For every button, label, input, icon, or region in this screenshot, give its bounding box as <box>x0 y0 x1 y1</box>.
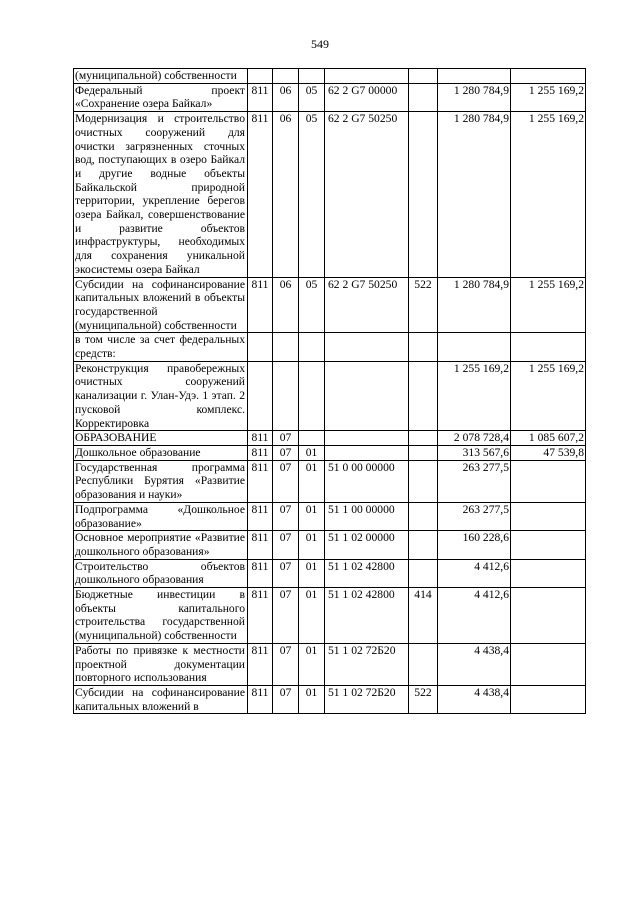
expense-type-code <box>409 112 438 277</box>
subsection-code: 01 <box>299 685 325 713</box>
table-row <box>74 69 586 84</box>
ministry-code: 811 <box>248 112 273 277</box>
amount-year-1: 1 280 784,9 <box>438 83 511 111</box>
target-article-code: 51 1 02 00000 <box>325 531 409 559</box>
amount-year-1: 1 280 784,9 <box>438 277 511 333</box>
amount-year-2 <box>511 69 586 84</box>
amount-year-1: 4 412,6 <box>438 559 511 587</box>
item-name: Строительство объектов дошкольного образования <box>74 559 248 587</box>
subsection-code: 01 <box>299 643 325 685</box>
subsection-code <box>299 431 325 446</box>
expense-type-code <box>409 559 438 587</box>
amount-year-1 <box>438 333 511 361</box>
section-code <box>273 69 299 84</box>
table-row <box>74 277 586 333</box>
amount-year-1: 2 078 728,4 <box>438 431 511 446</box>
section-code: 07 <box>273 460 299 502</box>
ministry-code: 811 <box>248 431 273 446</box>
item-name: Реконструкция правобережных очистных сооружений канализации г. Улан-Удэ. 1 этап. 2 пусковой комплекс. Корректировка <box>74 361 248 431</box>
target-article-code: 62 2 G7 50250 <box>325 112 409 277</box>
item-name: Модернизация и строительство очистных сооружений для очистки загрязненных сточных вод, поступающих в озеро Байкал и другие водные объекты Байкальской природной территории, укрепление берегов озера Байкал, совершенствование и развитие объектов инфраструктуры, необходимых для сохранения уникальной экосистемы озера Байкал <box>74 112 248 277</box>
section-code: 06 <box>273 83 299 111</box>
amount-year-2 <box>511 685 586 713</box>
item-name: Бюджетные инвестиции в объекты капитального строительства государственной (муниципальной) собственности <box>74 588 248 644</box>
table-row <box>74 431 586 446</box>
table-row <box>74 333 586 361</box>
ministry-code: 811 <box>248 277 273 333</box>
amount-year-1: 263 277,5 <box>438 460 511 502</box>
section-code: 06 <box>273 277 299 333</box>
amount-year-1: 1 280 784,9 <box>438 112 511 277</box>
section-code: 07 <box>273 445 299 460</box>
target-article-code <box>325 333 409 361</box>
item-name: Федеральный проект «Сохранение озера Байкал» <box>74 83 248 111</box>
subsection-code: 05 <box>299 277 325 333</box>
amount-year-2 <box>511 588 586 644</box>
budget-table-body <box>74 69 586 714</box>
subsection-code: 01 <box>299 559 325 587</box>
target-article-code: 51 1 02 72Б20 <box>325 685 409 713</box>
ministry-code: 811 <box>248 83 273 111</box>
amount-year-1: 263 277,5 <box>438 502 511 530</box>
expense-type-code <box>409 83 438 111</box>
amount-year-2: 1 255 169,2 <box>511 112 586 277</box>
amount-year-1: 313 567,6 <box>438 445 511 460</box>
target-article-code: 51 1 00 00000 <box>325 502 409 530</box>
expense-type-code <box>409 460 438 502</box>
ministry-code <box>248 69 273 84</box>
table-row <box>74 643 586 685</box>
section-code: 07 <box>273 685 299 713</box>
target-article-code <box>325 431 409 446</box>
table-row <box>74 531 586 559</box>
subsection-code <box>299 69 325 84</box>
item-name: ОБРАЗОВАНИЕ <box>74 431 248 446</box>
amount-year-2 <box>511 502 586 530</box>
table-row <box>74 559 586 587</box>
subsection-code <box>299 361 325 431</box>
amount-year-2: 1 085 607,2 <box>511 431 586 446</box>
amount-year-2 <box>511 460 586 502</box>
ministry-code: 811 <box>248 502 273 530</box>
item-name: Дошкольное образование <box>74 445 248 460</box>
amount-year-2: 1 255 169,2 <box>511 83 586 111</box>
budget-table <box>73 68 586 714</box>
target-article-code: 51 1 02 72Б20 <box>325 643 409 685</box>
subsection-code <box>299 333 325 361</box>
expense-type-code: 522 <box>409 277 438 333</box>
amount-year-1: 1 255 169,2 <box>438 361 511 431</box>
ministry-code: 811 <box>248 685 273 713</box>
section-code: 06 <box>273 112 299 277</box>
target-article-code: 51 1 02 42800 <box>325 559 409 587</box>
expense-type-code <box>409 431 438 446</box>
subsection-code: 01 <box>299 460 325 502</box>
ministry-code: 811 <box>248 531 273 559</box>
amount-year-2 <box>511 333 586 361</box>
section-code <box>273 361 299 431</box>
table-row <box>74 685 586 713</box>
amount-year-1: 4 438,4 <box>438 643 511 685</box>
amount-year-2: 1 255 169,2 <box>511 361 586 431</box>
item-name: Подпрограмма «Дошкольное образование» <box>74 502 248 530</box>
subsection-code: 01 <box>299 502 325 530</box>
ministry-code: 811 <box>248 588 273 644</box>
table-row <box>74 83 586 111</box>
amount-year-2: 1 255 169,2 <box>511 277 586 333</box>
table-row <box>74 361 586 431</box>
item-name: Субсидии на софинансирование капитальных вложений в объекты государственной (муниципальной) собственности <box>74 277 248 333</box>
section-code <box>273 333 299 361</box>
table-row <box>74 460 586 502</box>
target-article-code: 62 2 G7 50250 <box>325 277 409 333</box>
amount-year-2: 47 539,8 <box>511 445 586 460</box>
amount-year-2 <box>511 531 586 559</box>
section-code: 07 <box>273 559 299 587</box>
item-name: Основное мероприятие «Развитие дошкольного образования» <box>74 531 248 559</box>
amount-year-2 <box>511 643 586 685</box>
expense-type-code <box>409 445 438 460</box>
target-article-code: 51 0 00 00000 <box>325 460 409 502</box>
expense-type-code: 522 <box>409 685 438 713</box>
ministry-code <box>248 333 273 361</box>
item-name: в том числе за счет федеральных средств: <box>74 333 248 361</box>
table-row <box>74 502 586 530</box>
section-code: 07 <box>273 531 299 559</box>
expense-type-code <box>409 333 438 361</box>
section-code: 07 <box>273 431 299 446</box>
section-code: 07 <box>273 643 299 685</box>
expense-type-code: 414 <box>409 588 438 644</box>
table-row <box>74 588 586 644</box>
page-number: 549 <box>311 37 329 51</box>
target-article-code <box>325 445 409 460</box>
section-code: 07 <box>273 588 299 644</box>
item-name: Государственная программа Республики Бурятия «Развитие образования и науки» <box>74 460 248 502</box>
table-row <box>74 445 586 460</box>
expense-type-code <box>409 643 438 685</box>
expense-type-code <box>409 531 438 559</box>
subsection-code: 01 <box>299 531 325 559</box>
target-article-code: 51 1 02 42800 <box>325 588 409 644</box>
ministry-code: 811 <box>248 445 273 460</box>
expense-type-code <box>409 361 438 431</box>
expense-type-code <box>409 69 438 84</box>
subsection-code: 05 <box>299 83 325 111</box>
item-name: Субсидии на софинансирование капитальных вложений в <box>74 685 248 713</box>
ministry-code: 811 <box>248 559 273 587</box>
subsection-code: 01 <box>299 445 325 460</box>
subsection-code: 01 <box>299 588 325 644</box>
section-code: 07 <box>273 502 299 530</box>
amount-year-2 <box>511 559 586 587</box>
amount-year-1: 160 228,6 <box>438 531 511 559</box>
table-row <box>74 112 586 277</box>
subsection-code: 05 <box>299 112 325 277</box>
target-article-code <box>325 361 409 431</box>
amount-year-1: 4 412,6 <box>438 588 511 644</box>
item-name: (муниципальной) собственности <box>74 69 248 84</box>
ministry-code: 811 <box>248 460 273 502</box>
ministry-code: 811 <box>248 643 273 685</box>
item-name: Работы по привязке к местности проектной документации повторного использования <box>74 643 248 685</box>
amount-year-1: 4 438,4 <box>438 685 511 713</box>
target-article-code: 62 2 G7 00000 <box>325 83 409 111</box>
ministry-code <box>248 361 273 431</box>
target-article-code <box>325 69 409 84</box>
amount-year-1 <box>438 69 511 84</box>
expense-type-code <box>409 502 438 530</box>
